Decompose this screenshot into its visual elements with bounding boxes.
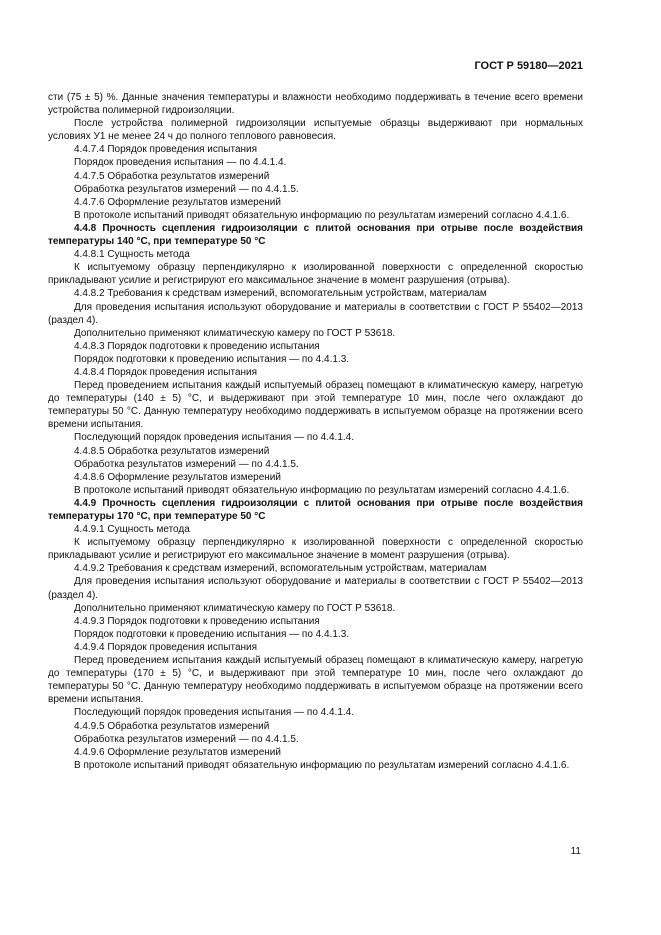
paragraph: Порядок проведения испытания — по 4.4.1.4. bbox=[74, 157, 287, 169]
paragraph: Обработка результатов измерений — по 4.4.1.5. bbox=[74, 183, 299, 195]
paragraph: Порядок подготовки к проведению испытания — по 4.4.1.3. bbox=[74, 353, 350, 365]
subsection-heading: 4.4.8.4 Порядок проведения испытания bbox=[74, 366, 258, 378]
subsection-heading: 4.4.9.2 Требования к средствам измерений, вспомогательным устройствам, материалам bbox=[74, 563, 487, 575]
section-heading: 4.4.9 Прочность сцепления гидроизоляции с плитой основания при отрыве после воздействия температуры 170 °С, при температуре 50 °С bbox=[48, 497, 583, 522]
subsection-heading: 4.4.8.1 Сущность метода bbox=[74, 249, 190, 261]
subsection-heading: 4.4.7.6 Оформление результатов измерений bbox=[74, 196, 281, 208]
paragraph: После устройства полимерной гидроизоляции испытуемые образцы выдерживают при нормальных условиях У1 не менее 24 ч до полного теплового равновесия. bbox=[48, 118, 583, 143]
subsection-heading: 4.4.9.3 Порядок подготовки к проведению испытания bbox=[74, 615, 320, 627]
paragraph: Порядок подготовки к проведению испытания — по 4.4.1.3. bbox=[74, 628, 350, 640]
paragraph: Перед проведением испытания каждый испытуемый образец помещают в климатическую камеру, нагретую до температуры (140 ± 5) °С, и выдерживают при этой температуре 10 мин, после чего охлаждают до температуры 50 °С. Данную температуру необходимо поддерживать в испытуемом образце на протяжении всего времени испытания. bbox=[48, 380, 583, 431]
paragraph: Дополнительно применяют климатическую камеру по ГОСТ Р 53618. bbox=[74, 327, 396, 339]
paragraph: Последующий порядок проведения испытания — по 4.4.1.4. bbox=[74, 707, 355, 719]
document-code: ГОСТ Р 59180—2021 bbox=[474, 60, 583, 72]
paragraph: Дополнительно применяют климатическую камеру по ГОСТ Р 53618. bbox=[74, 602, 396, 614]
paragraph: Обработка результатов измерений — по 4.4.1.5. bbox=[74, 458, 299, 470]
subsection-heading: 4.4.8.5 Обработка результатов измерений bbox=[74, 445, 270, 457]
subsection-heading: 4.4.7.4 Порядок проведения испытания bbox=[74, 144, 258, 156]
section-heading: 4.4.8 Прочность сцепления гидроизоляции с плитой основания при отрыве после воздействия температуры 140 °С, при температуре 50 °С bbox=[48, 222, 583, 248]
paragraph: Для проведения испытания используют оборудование и материалы в соответствии с ГОСТ Р 55402—2013 (раздел 4). bbox=[48, 576, 583, 601]
subsection-heading: 4.4.8.3 Порядок подготовки к проведению испытания bbox=[74, 340, 320, 352]
subsection-heading: 4.4.7.5 Обработка результатов измерений bbox=[74, 170, 270, 182]
paragraph: К испытуемому образцу перпендикулярно к изолированной поверхности с определенной скоростью прикладывают усилие и регистрируют его максимальное значение в момент разрушения (отрыва). bbox=[48, 262, 583, 287]
subsection-heading: 4.4.9.1 Сущность метода bbox=[74, 524, 190, 536]
document-body bbox=[48, 91, 583, 772]
paragraph: В протоколе испытаний приводят обязательную информацию по результатам измерений согласно 4.4.1.6. bbox=[74, 759, 570, 771]
paragraph: К испытуемому образцу перпендикулярно к изолированной поверхности с определенной скоростью прикладывают усилие и регистрируют его максимальное значение в момент разрушения (отрыва). bbox=[48, 537, 583, 562]
paragraph: Обработка результатов измерений — по 4.4.1.5. bbox=[74, 733, 299, 745]
subsection-heading: 4.4.9.6 Оформление результатов измерений bbox=[74, 746, 281, 758]
page-number: 11 bbox=[570, 846, 581, 857]
paragraph: В протоколе испытаний приводят обязательную информацию по результатам измерений согласно 4.4.1.6. bbox=[74, 209, 570, 221]
paragraph: В протоколе испытаний приводят обязательную информацию по результатам измерений согласно 4.4.1.6. bbox=[74, 484, 570, 496]
subsection-heading: 4.4.8.6 Оформление результатов измерений bbox=[74, 471, 281, 483]
paragraph: Для проведения испытания используют оборудование и материалы в соответствии с ГОСТ Р 55402—2013 (раздел 4). bbox=[48, 301, 583, 326]
paragraph: Последующий порядок проведения испытания — по 4.4.1.4. bbox=[74, 432, 355, 444]
subsection-heading: 4.4.9.5 Обработка результатов измерений bbox=[74, 720, 270, 732]
paragraph: Перед проведением испытания каждый испытуемый образец помещают в климатическую камеру, нагретую до температуры (170 ± 5) °С, и выдерживают при этой температуре 10 мин, после чего охлаждают до температуры 50 °С. Данную температуру необходимо поддерживать в испытуемом образце на протяжении всего времени испытания. bbox=[48, 655, 583, 706]
subsection-heading: 4.4.9.4 Порядок проведения испытания bbox=[74, 641, 258, 653]
paragraph: сти (75 ± 5) %. Данные значения температуры и влажности необходимо поддерживать в течение всего времени устройства полимерной гидроизоляции. bbox=[48, 92, 583, 117]
subsection-heading: 4.4.8.2 Требования к средствам измерений, вспомогательным устройствам, материалам bbox=[74, 288, 487, 300]
